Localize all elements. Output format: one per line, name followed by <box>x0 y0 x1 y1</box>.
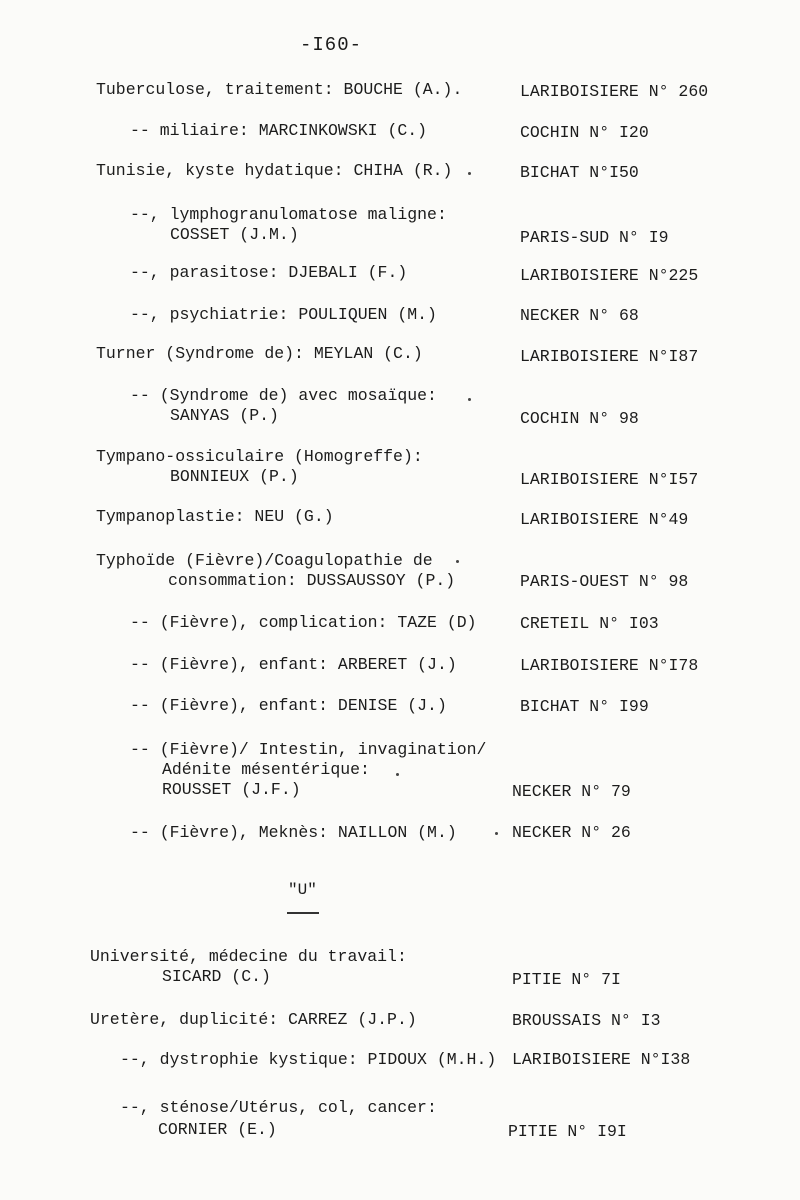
entry-subject-continuation: SANYAS (P.) <box>170 406 279 425</box>
entry-subject: --, sténose/Utérus, col, cancer: <box>120 1098 437 1117</box>
entry-subject: -- (Fièvre)/ Intestin, invagination/ <box>130 740 487 759</box>
entry-subject-continuation: COSSET (J.M.) <box>170 225 299 244</box>
page-number: -I60- <box>300 34 363 56</box>
entry-reference: NECKER N° 68 <box>520 306 639 325</box>
ink-speck <box>456 560 459 563</box>
ink-speck <box>468 398 471 401</box>
entry-reference: LARIBOISIERE N°I38 <box>512 1050 691 1069</box>
ink-speck <box>495 832 498 835</box>
entry-subject: --, parasitose: DJEBALI (F.) <box>130 263 408 282</box>
entry-subject-continuation: CORNIER (E.) <box>158 1120 277 1139</box>
entry-subject: -- (Fièvre), Meknès: NAILLON (M.) <box>130 823 457 842</box>
entry-reference: COCHIN N° I20 <box>520 123 649 142</box>
entry-subject: -- (Fièvre), enfant: DENISE (J.) <box>130 696 447 715</box>
entry-reference: LARIBOISIERE N° 260 <box>520 82 709 101</box>
entry-subject-continuation: Adénite mésentérique: <box>162 760 370 779</box>
entry-reference: NECKER N° 79 <box>512 782 631 801</box>
entry-subject-continuation: SICARD (C.) <box>162 967 271 986</box>
entry-reference: COCHIN N° 98 <box>520 409 639 428</box>
entry-reference: LARIBOISIERE N°I57 <box>520 470 699 489</box>
entry-reference: PITIE N° I9I <box>508 1122 627 1141</box>
entry-reference: PITIE N° 7I <box>512 970 621 989</box>
entry-subject: --, lymphogranulomatose maligne: <box>130 205 447 224</box>
entry-subject: Tunisie, kyste hydatique: CHIHA (R.) <box>96 161 453 180</box>
entry-subject-continuation: BONNIEUX (P.) <box>170 467 299 486</box>
entry-subject-continuation: consommation: DUSSAUSSOY (P.) <box>168 571 456 590</box>
entry-subject: --, psychiatrie: POULIQUEN (M.) <box>130 305 437 324</box>
entry-subject: -- (Syndrome de) avec mosaïque: <box>130 386 437 405</box>
entry-subject: -- (Fièvre), complication: TAZE (D) <box>130 613 477 632</box>
entry-reference: LARIBOISIERE N°49 <box>520 510 689 529</box>
entry-reference: CRETEIL N° I03 <box>520 614 659 633</box>
entry-subject: Turner (Syndrome de): MEYLAN (C.) <box>96 344 423 363</box>
entry-reference: PARIS-OUEST N° 98 <box>520 572 689 591</box>
section-letter: "U" <box>288 881 317 899</box>
entry-reference: NECKER N° 26 <box>512 823 631 842</box>
entry-reference: LARIBOISIERE N°I87 <box>520 347 699 366</box>
entry-subject: Uretère, duplicité: CARREZ (J.P.) <box>90 1010 417 1029</box>
ink-speck <box>396 773 399 776</box>
entry-subject: -- miliaire: MARCINKOWSKI (C.) <box>130 121 428 140</box>
entry-reference: BICHAT N° I99 <box>520 697 649 716</box>
entry-subject: Tuberculose, traitement: BOUCHE (A.). <box>96 80 463 99</box>
entry-reference: BROUSSAIS N° I3 <box>512 1011 661 1030</box>
entry-subject: Tympano-ossiculaire (Homogreffe): <box>96 447 423 466</box>
entry-reference: PARIS-SUD N° I9 <box>520 228 669 247</box>
ink-speck <box>468 172 471 175</box>
entry-reference: LARIBOISIERE N°I78 <box>520 656 699 675</box>
entry-subject: Typhoïde (Fièvre)/Coagulopathie de <box>96 551 433 570</box>
section-divider <box>287 912 319 914</box>
entry-reference: BICHAT N°I50 <box>520 163 639 182</box>
entry-subject: Tympanoplastie: NEU (G.) <box>96 507 334 526</box>
entry-reference: LARIBOISIERE N°225 <box>520 266 699 285</box>
entry-subject: Université, médecine du travail: <box>90 947 407 966</box>
entry-subject: --, dystrophie kystique: PIDOUX (M.H.) <box>120 1050 497 1069</box>
entry-subject-continuation: ROUSSET (J.F.) <box>162 780 301 799</box>
entry-subject: -- (Fièvre), enfant: ARBERET (J.) <box>130 655 457 674</box>
